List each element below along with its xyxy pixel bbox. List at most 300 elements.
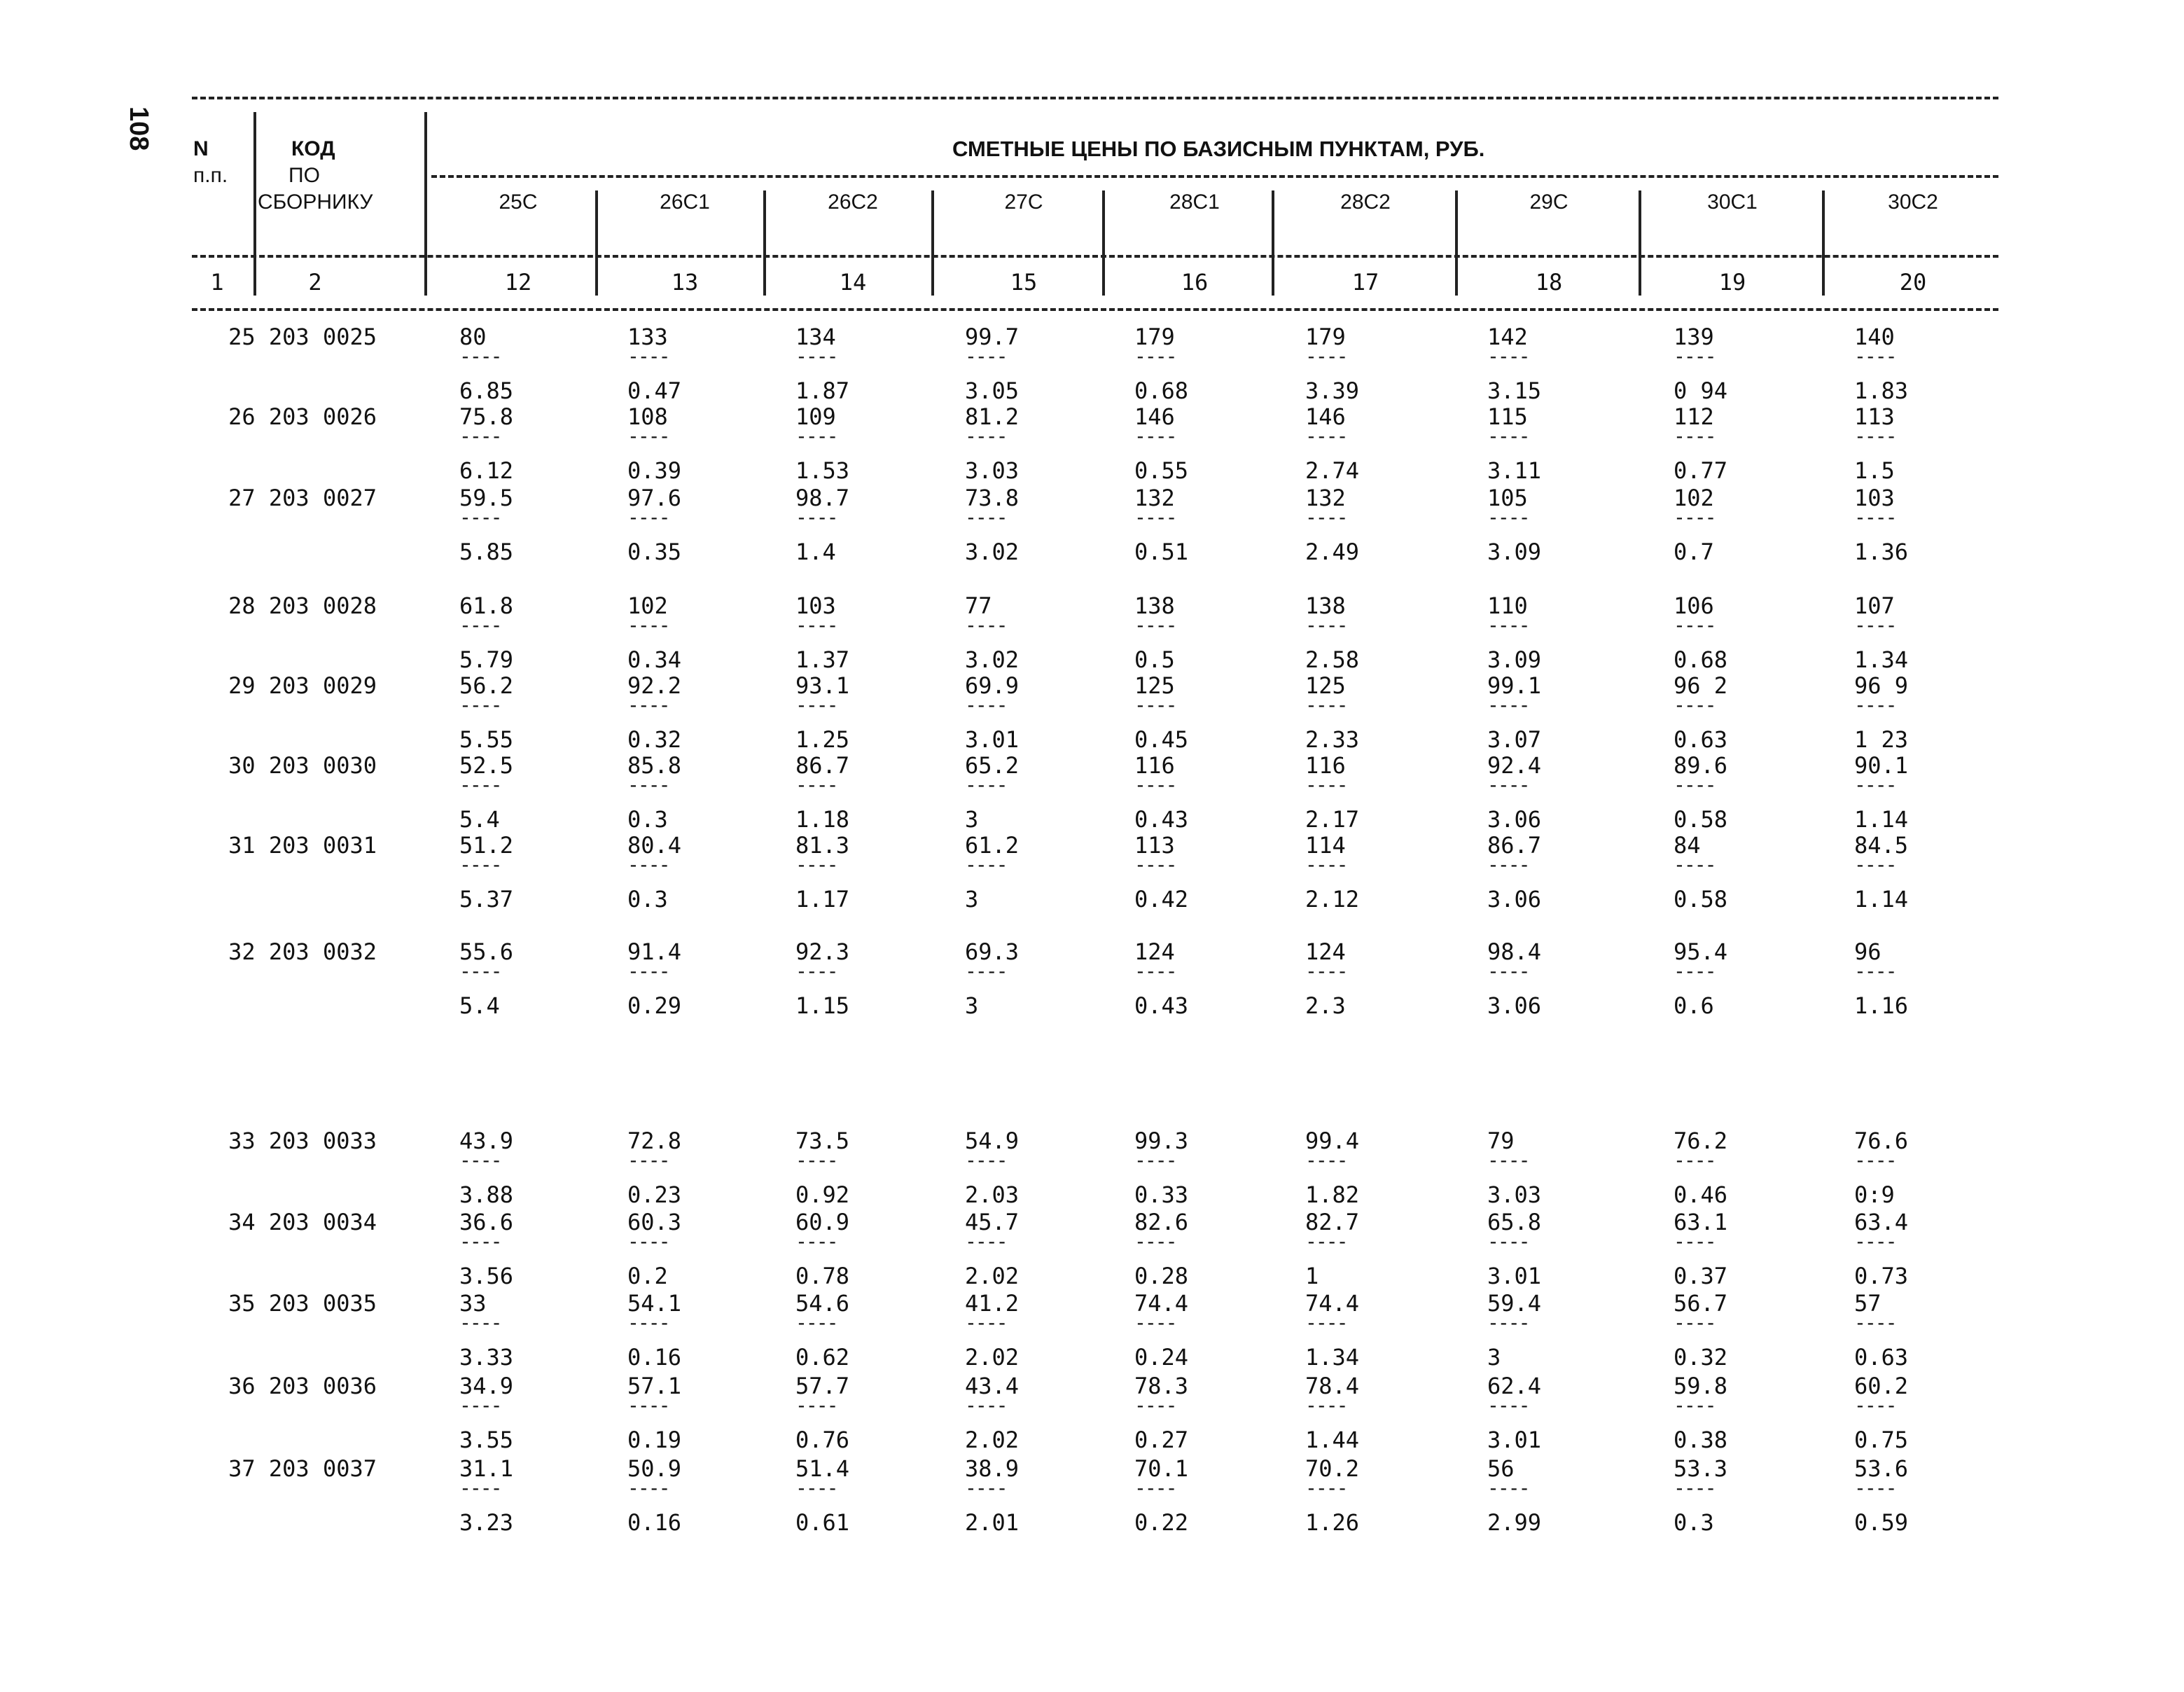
fraction-line: ----: [965, 853, 1007, 876]
price-value: 113: [1854, 403, 1895, 430]
price-value: 139: [1674, 324, 1714, 350]
transport-value: 0.16: [627, 1344, 682, 1371]
zone-number-4: 15: [1010, 269, 1038, 296]
transport-value: 3.02: [965, 539, 1020, 565]
fraction-line: ----: [459, 1394, 501, 1417]
zone-number-9: 20: [1899, 269, 1927, 296]
fraction-line: ----: [459, 506, 501, 529]
row-label: 29 203 0029: [228, 672, 377, 699]
price-value: 69.3: [965, 938, 1020, 965]
price-value: 61.8: [459, 592, 514, 619]
fraction-line: ----: [1487, 959, 1529, 983]
transport-value: 0.92: [795, 1181, 850, 1208]
price-value: 51.2: [459, 832, 514, 859]
zone-number-7: 18: [1535, 269, 1563, 296]
fraction-line: ----: [1134, 1149, 1176, 1172]
fraction-line: ----: [965, 959, 1007, 983]
row-label: 32 203 0032: [228, 938, 377, 965]
zone-header-5: 28С1: [1169, 190, 1220, 214]
price-value: 92.4: [1487, 752, 1542, 779]
price-value: 60.2: [1854, 1373, 1909, 1399]
fraction-line: ----: [965, 424, 1007, 448]
transport-value: 1.37: [795, 646, 850, 673]
fraction-line: ----: [1487, 1476, 1529, 1499]
code-label-3: СБОРНИКУ: [258, 190, 373, 214]
transport-value: 0.29: [627, 992, 682, 1019]
fraction-line: ----: [1854, 1394, 1896, 1417]
transport-value: 3.07: [1487, 726, 1542, 753]
price-value: 105: [1487, 485, 1528, 511]
fraction-line: ----: [795, 773, 837, 796]
fraction-line: ----: [459, 1476, 501, 1499]
transport-value: 0.75: [1854, 1427, 1909, 1453]
price-value: 99.4: [1305, 1128, 1360, 1154]
col-separator-1: [253, 112, 256, 296]
fraction-line: ----: [459, 1230, 501, 1253]
row-label: 34 203 0034: [228, 1209, 377, 1235]
row-label: 25 203 0025: [228, 324, 377, 350]
fraction-line: ----: [1305, 613, 1347, 637]
price-value: 146: [1134, 403, 1175, 430]
fraction-line: ----: [1487, 1311, 1529, 1334]
transport-value: 2.02: [965, 1427, 1020, 1453]
price-value: 75.8: [459, 403, 514, 430]
transport-value: 1.34: [1305, 1344, 1360, 1371]
transport-value: 0.45: [1134, 726, 1189, 753]
price-value: 116: [1305, 752, 1346, 779]
fraction-line: ----: [965, 506, 1007, 529]
price-value: 34.9: [459, 1373, 514, 1399]
fraction-line: ----: [1487, 1230, 1529, 1253]
fraction-line: ----: [795, 1394, 837, 1417]
price-value: 103: [1854, 485, 1895, 511]
fraction-line: ----: [1305, 1149, 1347, 1172]
price-value: 38.9: [965, 1455, 1020, 1482]
zone-number-6: 17: [1351, 269, 1379, 296]
price-value: 51.4: [795, 1455, 850, 1482]
transport-value: 0.22: [1134, 1509, 1189, 1536]
fraction-line: ----: [795, 853, 837, 876]
fraction-line: ----: [627, 959, 669, 983]
price-value: 43.9: [459, 1128, 514, 1154]
transport-value: 3.09: [1487, 539, 1542, 565]
price-value: 57.7: [795, 1373, 850, 1399]
fraction-line: ----: [1134, 424, 1176, 448]
price-value: 43.4: [965, 1373, 1020, 1399]
code-label-2: ПО: [288, 164, 320, 187]
fraction-line: ----: [627, 424, 669, 448]
transport-value: 0.59: [1854, 1509, 1909, 1536]
transport-value: 1.53: [795, 457, 850, 484]
fraction-line: ----: [1134, 853, 1176, 876]
zone-header-3: 26С2: [828, 190, 878, 214]
price-value: 84: [1674, 832, 1701, 859]
transport-value: 1.14: [1854, 886, 1909, 913]
price-value: 74.4: [1134, 1290, 1189, 1317]
fraction-line: ----: [1305, 773, 1347, 796]
fraction-line: ----: [459, 693, 501, 716]
transport-value: 0.32: [1674, 1344, 1728, 1371]
transport-value: 3.39: [1305, 377, 1360, 404]
fraction-line: ----: [1305, 506, 1347, 529]
price-value: 108: [627, 403, 668, 430]
zone-number-8: 19: [1718, 269, 1746, 296]
price-value: 110: [1487, 592, 1528, 619]
transport-value: 0.63: [1854, 1344, 1909, 1371]
fraction-line: ----: [795, 693, 837, 716]
price-value: 91.4: [627, 938, 682, 965]
transport-value: 6.12: [459, 457, 514, 484]
transport-value: 0.16: [627, 1509, 682, 1536]
transport-value: 0.73: [1854, 1263, 1909, 1289]
price-value: 80.4: [627, 832, 682, 859]
fraction-line: ----: [965, 693, 1007, 716]
transport-value: 3.01: [1487, 1427, 1542, 1453]
title-rule: [431, 175, 1998, 178]
transport-value: 3: [965, 806, 979, 833]
fraction-line: ----: [1854, 424, 1896, 448]
transport-value: 0.46: [1674, 1181, 1728, 1208]
transport-value: 1.26: [1305, 1509, 1360, 1536]
zone-number-5: 16: [1181, 269, 1209, 296]
transport-value: 3.01: [1487, 1263, 1542, 1289]
price-value: 115: [1487, 403, 1528, 430]
transport-value: 3.33: [459, 1344, 514, 1371]
price-value: 61.2: [965, 832, 1020, 859]
transport-value: 2.17: [1305, 806, 1360, 833]
fraction-line: ----: [627, 1476, 669, 1499]
price-value: 76.2: [1674, 1128, 1728, 1154]
transport-value: 3.23: [459, 1509, 514, 1536]
fraction-line: ----: [1674, 959, 1716, 983]
fraction-line: ----: [1854, 959, 1896, 983]
transport-value: 2.33: [1305, 726, 1360, 753]
fraction-line: ----: [795, 506, 837, 529]
transport-value: 2.58: [1305, 646, 1360, 673]
transport-value: 3.03: [1487, 1181, 1542, 1208]
fraction-line: ----: [1305, 424, 1347, 448]
fraction-line: ----: [627, 773, 669, 796]
price-value: 74.4: [1305, 1290, 1360, 1317]
zone-separator: [595, 190, 598, 296]
transport-value: 1.14: [1854, 806, 1909, 833]
zone-separator: [1639, 190, 1641, 296]
fraction-line: ----: [1854, 1230, 1896, 1253]
fraction-line: ----: [459, 773, 501, 796]
price-value: 81.2: [965, 403, 1020, 430]
fraction-line: ----: [1305, 1394, 1347, 1417]
n-label: N: [193, 137, 209, 160]
transport-value: 1.4: [795, 539, 836, 565]
transport-value: 0.3: [627, 806, 668, 833]
zone-separator: [931, 190, 934, 296]
transport-value: 1: [1305, 1263, 1319, 1289]
zone-separator: [1455, 190, 1458, 296]
transport-value: 0.34: [627, 646, 682, 673]
transport-value: 0.3: [627, 886, 668, 913]
fraction-line: ----: [627, 613, 669, 637]
top-rule: [192, 97, 1998, 99]
price-value: 97.6: [627, 485, 682, 511]
transport-value: 0.27: [1134, 1427, 1189, 1453]
price-value: 70.1: [1134, 1455, 1189, 1482]
transport-value: 0.28: [1134, 1263, 1189, 1289]
price-value: 179: [1305, 324, 1346, 350]
price-value: 142: [1487, 324, 1528, 350]
transport-value: 0:9: [1854, 1181, 1895, 1208]
fraction-line: ----: [1674, 853, 1716, 876]
transport-value: 1 23: [1854, 726, 1909, 753]
fraction-line: ----: [459, 959, 501, 983]
price-value: 99.7: [965, 324, 1020, 350]
fraction-line: ----: [1854, 506, 1896, 529]
transport-value: 3.15: [1487, 377, 1542, 404]
zone-separator: [1102, 190, 1105, 296]
row-label: 35 203 0035: [228, 1290, 377, 1317]
transport-value: 1.87: [795, 377, 850, 404]
fraction-line: ----: [965, 613, 1007, 637]
row-label: 30 203 0030: [228, 752, 377, 779]
fraction-line: ----: [1854, 853, 1896, 876]
price-value: 53.6: [1854, 1455, 1909, 1482]
price-value: 116: [1134, 752, 1175, 779]
price-value: 132: [1134, 485, 1175, 511]
page-number: 108: [124, 106, 153, 151]
transport-value: 0.43: [1134, 806, 1189, 833]
fraction-line: ----: [965, 1311, 1007, 1334]
fraction-line: ----: [795, 1311, 837, 1334]
price-value: 65.2: [965, 752, 1020, 779]
transport-value: 2.03: [965, 1181, 1020, 1208]
zone-header-8: 30С1: [1707, 190, 1758, 214]
zone-header-9: 30С2: [1888, 190, 1938, 214]
price-value: 125: [1305, 672, 1346, 699]
price-value: 113: [1134, 832, 1175, 859]
transport-value: 1.16: [1854, 992, 1909, 1019]
transport-value: 5.4: [459, 992, 500, 1019]
fraction-line: ----: [795, 613, 837, 637]
fraction-line: ----: [795, 345, 837, 368]
price-value: 54.6: [795, 1290, 850, 1317]
price-value: 36.6: [459, 1209, 514, 1235]
price-value: 98.7: [795, 485, 850, 511]
price-value: 65.8: [1487, 1209, 1542, 1235]
zone-number-3: 14: [839, 269, 867, 296]
price-value: 114: [1305, 832, 1346, 859]
transport-value: 0.35: [627, 539, 682, 565]
fraction-line: ----: [1134, 959, 1176, 983]
fraction-line: ----: [1854, 1149, 1896, 1172]
row-label: 37 203 0037: [228, 1455, 377, 1482]
fraction-line: ----: [627, 1311, 669, 1334]
price-value: 56.2: [459, 672, 514, 699]
transport-value: 0.37: [1674, 1263, 1728, 1289]
price-value: 81.3: [795, 832, 850, 859]
fraction-line: ----: [1134, 1394, 1176, 1417]
fraction-line: ----: [1134, 1311, 1176, 1334]
transport-value: 5.37: [459, 886, 514, 913]
price-value: 63.4: [1854, 1209, 1909, 1235]
fraction-line: ----: [1305, 345, 1347, 368]
fraction-line: ----: [1487, 1394, 1529, 1417]
fraction-line: ----: [965, 345, 1007, 368]
price-value: 96: [1854, 938, 1882, 965]
transport-value: 0.77: [1674, 457, 1728, 484]
transport-value: 0.58: [1674, 806, 1728, 833]
price-value: 63.1: [1674, 1209, 1728, 1235]
fraction-line: ----: [1487, 853, 1529, 876]
zone-separator: [1272, 190, 1274, 296]
fraction-line: ----: [1487, 506, 1529, 529]
price-value: 78.3: [1134, 1373, 1189, 1399]
fraction-line: ----: [459, 1311, 501, 1334]
transport-value: 1.44: [1305, 1427, 1360, 1453]
transport-value: 3.06: [1487, 806, 1542, 833]
price-value: 59.8: [1674, 1373, 1728, 1399]
transport-value: 3: [965, 886, 979, 913]
fraction-line: ----: [1134, 345, 1176, 368]
transport-value: 3.01: [965, 726, 1020, 753]
column-number-2: 2: [308, 269, 322, 296]
transport-value: 0.61: [795, 1509, 850, 1536]
transport-value: 1.18: [795, 806, 850, 833]
fraction-line: ----: [965, 773, 1007, 796]
price-value: 90.1: [1854, 752, 1909, 779]
fraction-line: ----: [1674, 506, 1716, 529]
transport-value: 0.32: [627, 726, 682, 753]
transport-value: 3: [1487, 1344, 1501, 1371]
fraction-line: ----: [965, 1476, 1007, 1499]
transport-value: 2.12: [1305, 886, 1360, 913]
price-value: 102: [627, 592, 668, 619]
fraction-line: ----: [1674, 773, 1716, 796]
transport-value: 2.99: [1487, 1509, 1542, 1536]
fraction-line: ----: [1674, 1394, 1716, 1417]
zone-header-4: 27С: [1004, 190, 1043, 214]
transport-value: 3.56: [459, 1263, 514, 1289]
zone-number-2: 13: [671, 269, 699, 296]
price-value: 56.7: [1674, 1290, 1728, 1317]
fraction-line: ----: [1134, 1230, 1176, 1253]
zone-header-6: 28С2: [1340, 190, 1391, 214]
price-value: 73.8: [965, 485, 1020, 511]
fraction-line: ----: [795, 424, 837, 448]
price-value: 57.1: [627, 1373, 682, 1399]
price-value: 60.9: [795, 1209, 850, 1235]
fraction-line: ----: [1854, 1311, 1896, 1334]
price-value: 92.2: [627, 672, 682, 699]
fraction-line: ----: [1674, 693, 1716, 716]
price-value: 89.6: [1674, 752, 1728, 779]
price-value: 60.3: [627, 1209, 682, 1235]
transport-value: 3.05: [965, 377, 1020, 404]
price-value: 84.5: [1854, 832, 1909, 859]
transport-value: 0.78: [795, 1263, 850, 1289]
fraction-line: ----: [627, 1230, 669, 1253]
price-value: 124: [1134, 938, 1175, 965]
fraction-line: ----: [1674, 424, 1716, 448]
price-value: 45.7: [965, 1209, 1020, 1235]
transport-value: 1.17: [795, 886, 850, 913]
transport-value: 5.79: [459, 646, 514, 673]
transport-value: 0.24: [1134, 1344, 1189, 1371]
price-value: 41.2: [965, 1290, 1020, 1317]
price-value: 86.7: [1487, 832, 1542, 859]
fraction-line: ----: [627, 506, 669, 529]
transport-value: 3.88: [459, 1181, 514, 1208]
transport-value: 1.25: [795, 726, 850, 753]
price-value: 98.4: [1487, 938, 1542, 965]
transport-value: 0.58: [1674, 886, 1728, 913]
transport-value: 6.85: [459, 377, 514, 404]
price-value: 146: [1305, 403, 1346, 430]
row-label: 28 203 0028: [228, 592, 377, 619]
zone-separator: [763, 190, 766, 296]
transport-value: 0.5: [1134, 646, 1175, 673]
transport-value: 3.09: [1487, 646, 1542, 673]
transport-value: 3.03: [965, 457, 1020, 484]
fraction-line: ----: [1487, 1149, 1529, 1172]
price-value: 78.4: [1305, 1373, 1360, 1399]
transport-value: 0.38: [1674, 1427, 1728, 1453]
transport-value: 5.85: [459, 539, 514, 565]
fraction-line: ----: [1674, 1311, 1716, 1334]
fraction-line: ----: [795, 1476, 837, 1499]
price-value: 80: [459, 324, 487, 350]
transport-value: 0.51: [1134, 539, 1189, 565]
transport-value: 1.82: [1305, 1181, 1360, 1208]
transport-value: 3.06: [1487, 886, 1542, 913]
row-label: 31 203 0031: [228, 832, 377, 859]
fraction-line: ----: [1487, 693, 1529, 716]
price-value: 54.9: [965, 1128, 1020, 1154]
table-title: СМЕТНЫЕ ЦЕНЫ ПО БАЗИСНЫМ ПУНКТАМ, РУБ.: [952, 137, 1485, 161]
fraction-line: ----: [1305, 693, 1347, 716]
fraction-line: ----: [1487, 424, 1529, 448]
fraction-line: ----: [965, 1230, 1007, 1253]
price-value: 79: [1487, 1128, 1515, 1154]
transport-value: 1.5: [1854, 457, 1895, 484]
price-value: 59.4: [1487, 1290, 1542, 1317]
fraction-line: ----: [1674, 1476, 1716, 1499]
fraction-line: ----: [459, 1149, 501, 1172]
transport-value: 0.6: [1674, 992, 1714, 1019]
column-number-1: 1: [210, 269, 224, 296]
fraction-line: ----: [1854, 693, 1896, 716]
price-value: 92.3: [795, 938, 850, 965]
fraction-line: ----: [965, 1394, 1007, 1417]
fraction-line: ----: [1854, 613, 1896, 637]
fraction-line: ----: [1305, 959, 1347, 983]
fraction-line: ----: [795, 959, 837, 983]
price-value: 93.1: [795, 672, 850, 699]
price-value: 138: [1305, 592, 1346, 619]
transport-value: 0.76: [795, 1427, 850, 1453]
price-value: 86.7: [795, 752, 850, 779]
transport-value: 2.74: [1305, 457, 1360, 484]
fraction-line: ----: [1487, 613, 1529, 637]
transport-value: 1.83: [1854, 377, 1909, 404]
price-value: 82.6: [1134, 1209, 1189, 1235]
transport-value: 0.47: [627, 377, 682, 404]
price-value: 134: [795, 324, 836, 350]
pp-label: п.п.: [193, 164, 228, 187]
fraction-line: ----: [1674, 1230, 1716, 1253]
fraction-line: ----: [1487, 773, 1529, 796]
transport-value: 3.55: [459, 1427, 514, 1453]
transport-value: 2.3: [1305, 992, 1346, 1019]
price-value: 52.5: [459, 752, 514, 779]
